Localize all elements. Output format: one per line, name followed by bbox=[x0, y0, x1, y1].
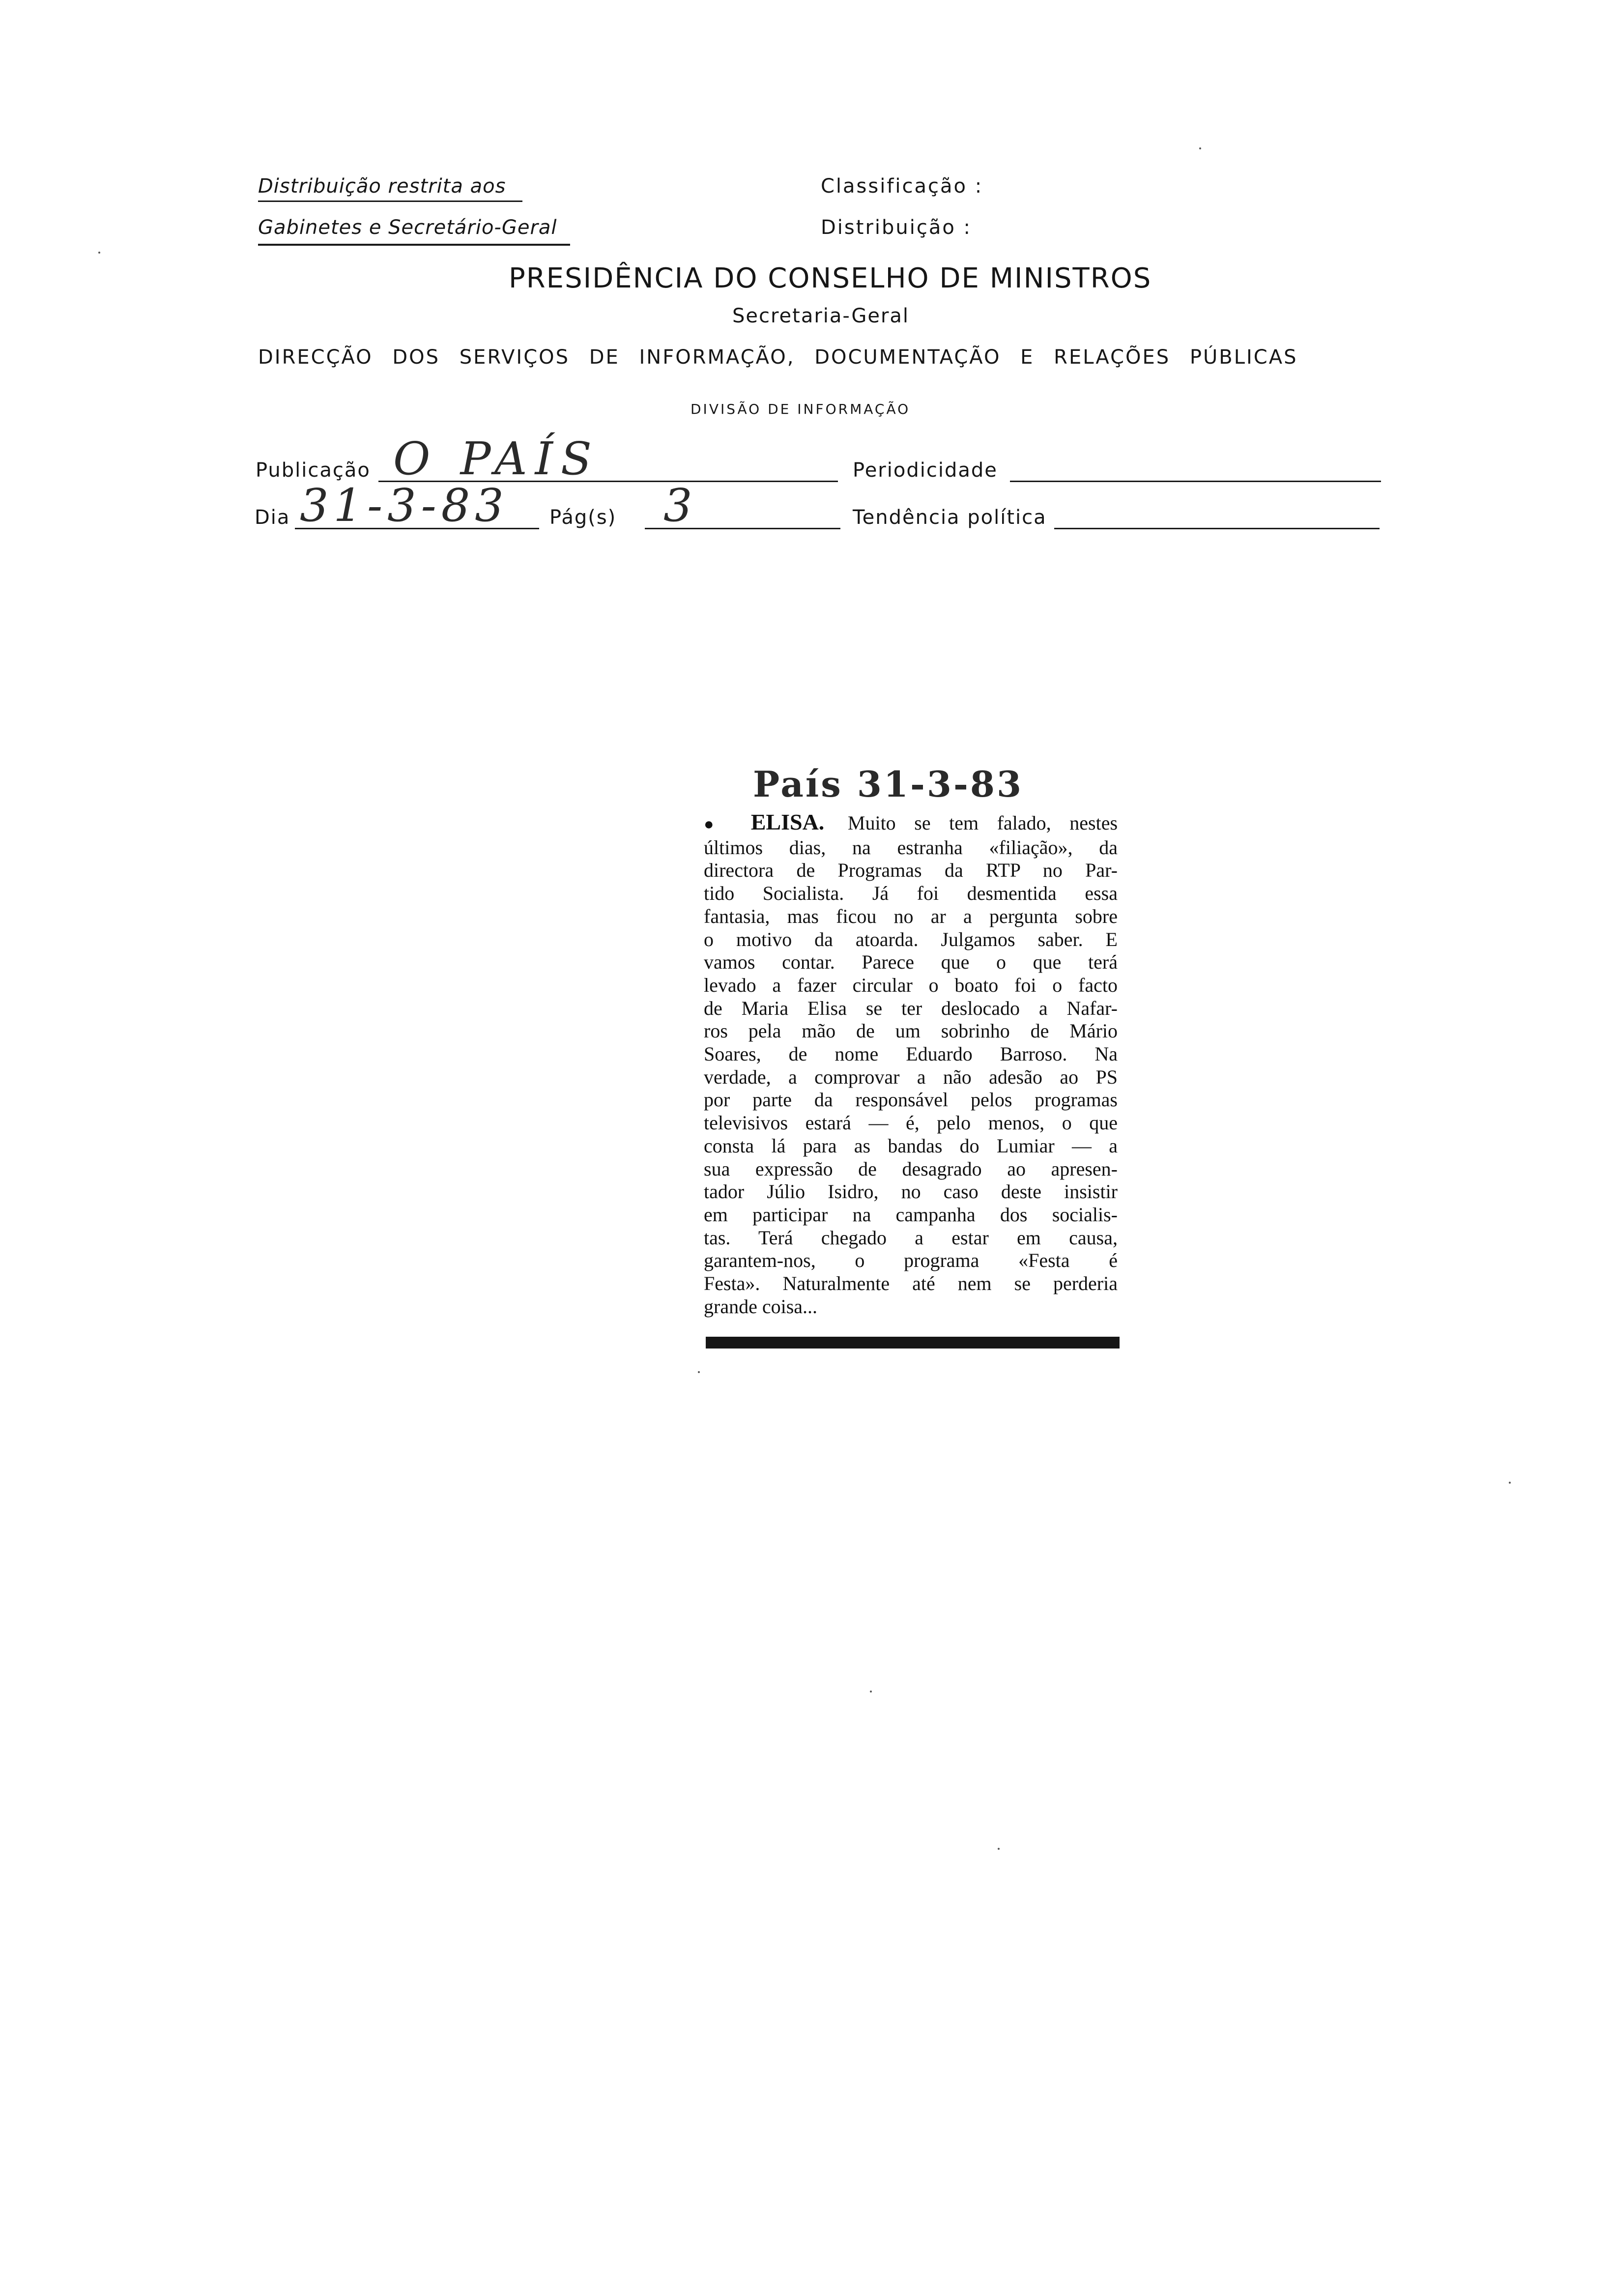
clipping-line: fantasia, mas ficou no ar a pergunta sobre bbox=[704, 905, 1118, 927]
clipping-line: levado a fazer circular o boato foi o facto bbox=[704, 974, 1118, 996]
scan-speck bbox=[98, 252, 100, 254]
bullet-icon: ● bbox=[704, 815, 728, 833]
page-title: PRESIDÊNCIA DO CONSELHO DE MINISTROS bbox=[509, 262, 1152, 294]
clipping-line: televisivos estará — é, pelo menos, o que bbox=[704, 1112, 1118, 1134]
clipping-handwritten-note: País 31-3-83 bbox=[753, 763, 1024, 805]
tendencia-line bbox=[1054, 528, 1380, 529]
periodicidade-label: Periodicidade bbox=[853, 459, 998, 482]
clipping-line: Muito se tem falado, nestes bbox=[847, 812, 1118, 834]
distribuicao-label: Distribuição : bbox=[821, 216, 972, 239]
scan-speck bbox=[1199, 147, 1201, 149]
dia-label: Dia bbox=[255, 506, 290, 529]
clipping-line: tador Júlio Isidro, no caso deste insistir bbox=[704, 1180, 1118, 1203]
dia-handwritten: 31-3-83 bbox=[300, 479, 509, 532]
clipping-line: garantem-nos, o programa «Festa é bbox=[704, 1249, 1118, 1272]
divisao-line: DIVISÃO DE INFORMAÇÃO bbox=[691, 401, 911, 417]
clipping-bottom-rule bbox=[706, 1337, 1120, 1349]
clipping-line: vamos contar. Parece que o que terá bbox=[704, 951, 1118, 974]
clipping-line: ros pela mão de um sobrinho de Mário bbox=[704, 1020, 1118, 1042]
clipping-line: consta lá para as bandas do Lumiar — a bbox=[704, 1134, 1118, 1157]
tendencia-label: Tendência política bbox=[853, 506, 1047, 529]
clipping-line: o motivo da atoarda. Julgamos saber. E bbox=[704, 928, 1118, 950]
publicacao-label: Publicação bbox=[256, 459, 371, 482]
scan-speck bbox=[698, 1371, 700, 1373]
clipping-line: de Maria Elisa se ter deslocado a Nafar- bbox=[704, 997, 1118, 1019]
clipping-line: por parte da responsável pelos programas bbox=[704, 1089, 1118, 1111]
clipping-line: grande coisa... bbox=[704, 1295, 818, 1318]
clipping-line: directora de Programas da RTP no Par- bbox=[704, 859, 1118, 882]
page-subtitle: Secretaria-Geral bbox=[732, 305, 910, 327]
clipping-line: Festa». Naturalmente até nem se perderia bbox=[704, 1272, 1118, 1295]
scan-speck bbox=[1509, 1482, 1511, 1484]
pags-handwritten: 3 bbox=[663, 479, 692, 532]
clipping-line: verdade, a comprovar a não adesão ao PS bbox=[704, 1065, 1118, 1088]
publicacao-handwritten: O PAÍS bbox=[393, 432, 600, 485]
clipping-line: em participar na campanha dos socialis- bbox=[704, 1203, 1118, 1226]
distribution-note-line1: Distribuição restrita aos bbox=[258, 175, 506, 198]
clipping-line: Soares, de nome Eduardo Barroso. Na bbox=[704, 1043, 1118, 1065]
distribution-note-underline bbox=[258, 201, 522, 202]
clipping-lead: ELISA. bbox=[750, 809, 825, 834]
periodicidade-line bbox=[1010, 481, 1381, 482]
direccao-line: DIRECÇÃO DOS SERVIÇOS DE INFORMAÇÃO, DOCUMENTAÇÃO E RELAÇÕES PÚBLICAS bbox=[258, 346, 1298, 369]
distribution-note-line2: Gabinetes e Secretário-Geral bbox=[258, 216, 570, 246]
scan-speck bbox=[998, 1848, 1000, 1850]
clipping-line: últimos dias, na estranha «filiação», da bbox=[704, 836, 1118, 859]
clipping-line: sua expressão de desagrado ao apresen- bbox=[704, 1157, 1118, 1180]
scan-speck bbox=[870, 1691, 872, 1693]
clipping-line: tas. Terá chegado a estar em causa, bbox=[704, 1226, 1118, 1249]
clipping-first-line bbox=[704, 811, 1118, 836]
clipping-line: tido Socialista. Já foi desmentida essa bbox=[704, 882, 1118, 905]
pags-label: Pág(s) bbox=[549, 506, 617, 529]
news-clipping bbox=[704, 811, 1118, 1318]
classificacao-label: Classificação : bbox=[821, 175, 983, 198]
